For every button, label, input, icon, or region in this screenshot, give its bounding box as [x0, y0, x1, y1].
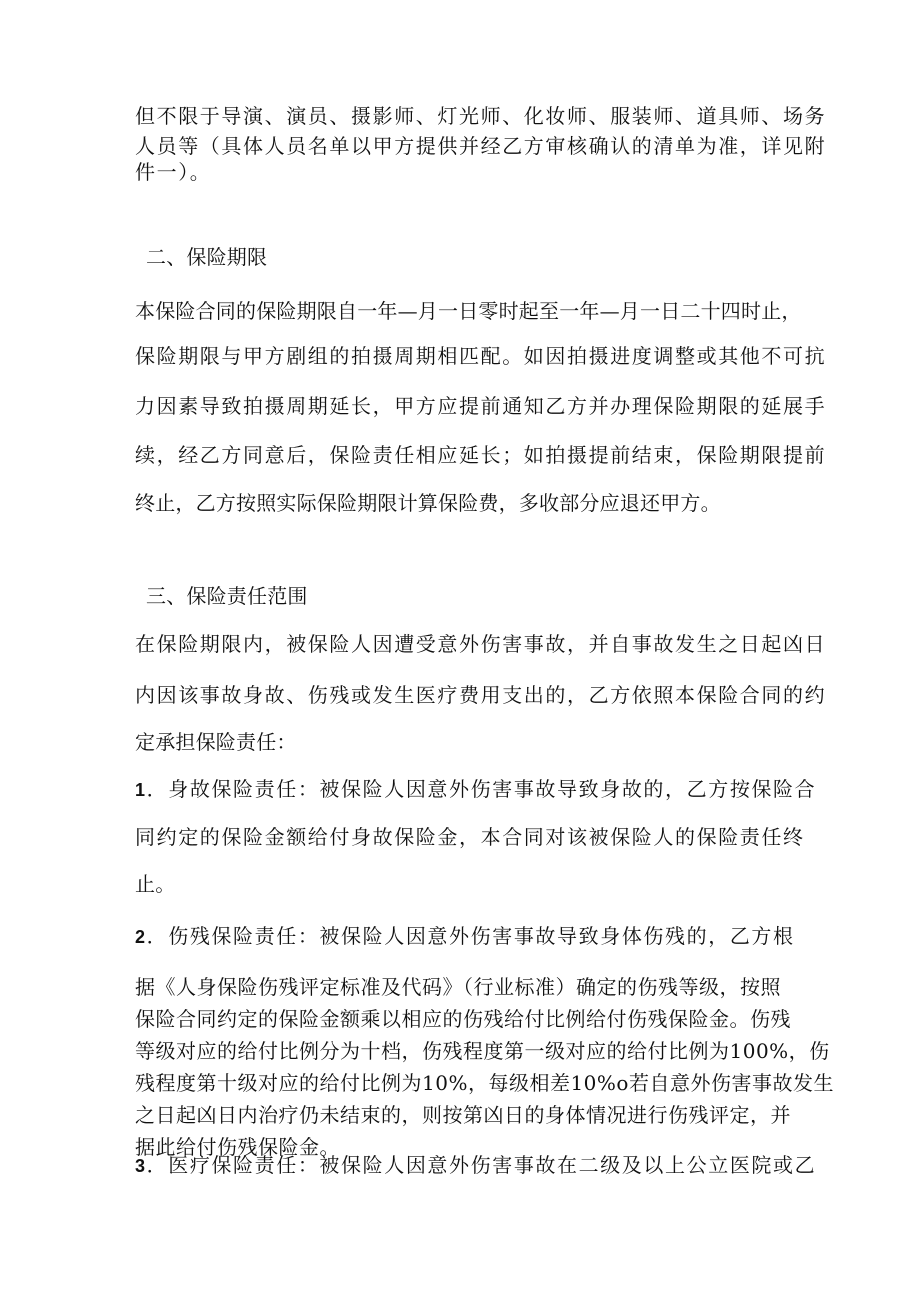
section-3-line-3: 定承担保险责任： [135, 730, 297, 754]
item-2-line-7: 据此给付伤残保险金。 [135, 1135, 340, 1159]
section-3-line-1: 在保险期限内，被保险人因遭受意外伤害事故，并自事故发生之日起凶日 [135, 632, 827, 656]
item-1-line-2: 同约定的保险金额给付身故保险金，本合同对该被保险人的保险责任终 [135, 825, 805, 849]
item-3-line-1 [135, 1153, 816, 1178]
section-2-line-1: 本保险合同的保险期限自一年—月一日零时起至一年—月一日二十四时止， [135, 299, 802, 323]
section-2-line-2: 保险期限与甲方剧组的拍摄周期相匹配。如因拍摄进度调整或其他不可抗 [135, 344, 827, 368]
item-1-text: ．身故保险责任：被保险人因意外伤害事故导致身故的，乙方按保险合 [146, 777, 817, 801]
item-1-line-3: 止。 [135, 872, 176, 896]
section-2-line-4: 续，经乙方同意后，保险责任相应延长；如拍摄提前结束，保险期限提前 [135, 443, 827, 467]
section-2-line-3: 力因素导致拍摄周期延长，甲方应提前通知乙方并办理保险期限的延展手 [135, 394, 827, 418]
item-2-line-3: 保险合同约定的保险金额乘以相应的伤残给付比例给付伤残保险金。伤残 [135, 1007, 791, 1031]
item-2-line-5: 残程度第十级对应的给付比例为10%，每级相差10%o若自意外伤害事故发生 [135, 1071, 834, 1095]
intro-line-2: 人员等（具体人员名单以甲方提供并经乙方审核确认的清单为准，详见附 [135, 134, 827, 158]
section-2-heading: 二、保险期限 [146, 245, 268, 269]
item-1-number: 1 [135, 780, 147, 800]
item-1-line-1 [135, 777, 816, 802]
item-2-line-2: 据《人身保险伤残评定标准及代码》（行业标准）确定的伤残等级，按照 [135, 975, 781, 999]
item-2-line-6: 之日起凶日内治疗仍未结束的，则按第凶日的身体情况进行伤残评定，并 [135, 1103, 791, 1127]
item-2-number: 2 [135, 927, 147, 947]
item-2-line-1 [135, 924, 795, 949]
item-3-number: 3 [135, 1156, 147, 1176]
section-3-heading: 三、保险责任范围 [146, 584, 308, 608]
item-2-line-4: 等级对应的给付比例分为十档，伤残程度第一级对应的给付比例为100%，伤 [135, 1039, 830, 1063]
item-3-text: ．医疗保险责任：被保险人因意外伤害事故在二级及以上公立医院或乙 [146, 1153, 817, 1177]
item-2-text: ．伤残保险责任：被保险人因意外伤害事故导致身体伤残的，乙方根 [146, 924, 795, 948]
intro-line-1: 但不限于导演、演员、摄影师、灯光师、化妆师、服装师、道具师、场务 [135, 104, 827, 128]
item-2-paragraph [135, 971, 834, 1163]
intro-line-3: 件一）。 [135, 160, 212, 184]
section-3-line-2: 内因该事故身故、伤残或发生医疗费用支出的，乙方依照本保险合同的约 [135, 683, 827, 707]
section-2-line-5: 终止，乙方按照实际保险期限计算保险费，多收部分应退还甲方。 [135, 491, 721, 515]
